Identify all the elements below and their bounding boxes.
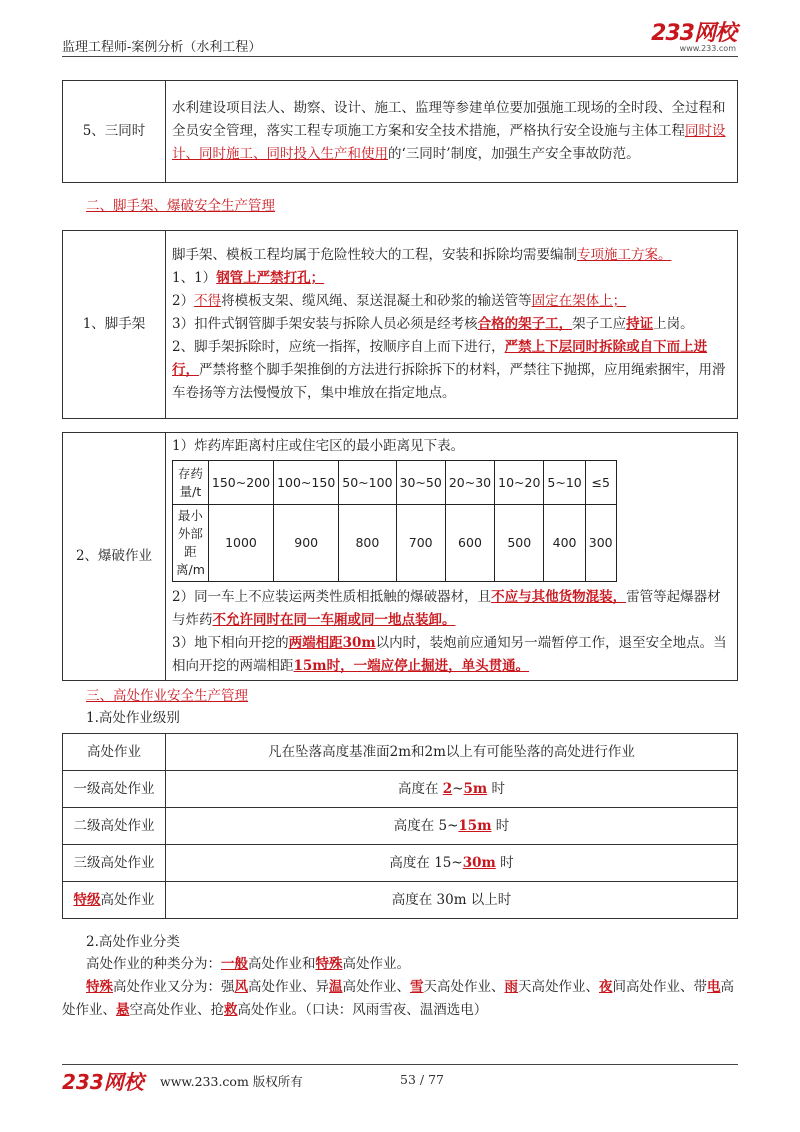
level-special-label: 特级高处作业 <box>63 882 166 919</box>
footer-logo: 233网校 <box>62 1070 144 1094</box>
scaffold-label: 1、脚手架 <box>63 231 166 419</box>
table-header-cell: ≤5 <box>585 461 616 505</box>
footer-site: www.233.com 版权所有 <box>160 1074 303 1089</box>
level-1-label: 一级高处作业 <box>63 771 166 808</box>
table-header-cell: 10~20 <box>495 461 544 505</box>
level-special-desc: 高度在 30m 以上时 <box>166 882 738 919</box>
level-3-label: 三级高处作业 <box>63 845 166 882</box>
levels-header-desc: 凡在坠落高度基准面2m和2m以上有可能坠落的高处进行作业 <box>166 734 738 771</box>
table-header-cell: 30~50 <box>396 461 445 505</box>
santongshi-table <box>62 80 738 183</box>
storage-distance-table <box>172 460 617 582</box>
level-2-label: 二级高处作业 <box>63 808 166 845</box>
table-cell: 300 <box>585 505 616 582</box>
brand-logo: 233网校 www.233.com <box>651 21 736 53</box>
header-divider <box>62 56 738 57</box>
table-cell: 700 <box>396 505 445 582</box>
table-cell: 900 <box>274 505 339 582</box>
santongshi-text: 水利建设项目法人、勘察、设计、施工、监理等参建单位要加强施工现场的全时段、全过程和全员安全管理，落实工程专项施工方案和安全技术措施，严格执行安全设施与主体工程同时设计、同时施工、同时投入生产和使用的‘三同时’制度，加强生产安全事故防范。 <box>166 81 738 183</box>
table-header-cell: 5~10 <box>544 461 585 505</box>
scaffold-text: 脚手架、模板工程均属于危险性较大的工程，安装和拆除均需要编制专项施工方案。 1、1）钢管上严禁打孔； 2）不得将模板支架、缆风绳、泵送混凝土和砂浆的输送管等固定在架体上； 3）扣件式钢管脚手架安装与拆除人员必须是经考核合格的架子工，架子工应持证上岗。 2、脚手架拆除时，应统一指挥，按顺序自上而下进行，严禁上下层同时拆除或自下而上进行，严禁将整个脚手架推倒的方法进行拆除拆下的材料，严禁往下抛掷，应用绳索捆牢，用滑车卷扬等方法慢慢放下，集中堆放在指定地点。 <box>166 231 738 419</box>
table-cell: 600 <box>445 505 494 582</box>
footer-divider <box>62 1064 738 1065</box>
section-heading-scaffold-blasting: 二、脚手架、爆破安全生产管理 <box>86 198 275 214</box>
scaffold-table <box>62 230 738 419</box>
table-header-cell: 存药量/t <box>173 461 209 505</box>
blasting-text: 1）炸药库距离村庄或住宅区的最小距离见下表。 存药量/t 150~200 100~150 50~100 30~50 20~30 10~20 5~10 ≤5 最小外部距离/m 1000 900 800 700 600 500 400 300 2）同一车上不应装运两类性质相抵触的爆破器材，且不应与其他货物混装，雷管等起爆器材与炸药不允许同时在同一车厢或同一地点装卸。 3）地下相向开挖的两端相距30m以内时，装炮前应通知另一端暂停工作，退至安全地点。当相向开挖的两端相距15m时，一端应停止掘进，单头贯通。 <box>166 433 738 681</box>
page-number: 53 / 77 <box>400 1072 444 1087</box>
santongshi-label: 5、三同时 <box>63 81 166 183</box>
table-cell: 1000 <box>208 505 273 582</box>
table-header-cell: 20~30 <box>445 461 494 505</box>
document-title: 监理工程师-案例分析（水利工程） <box>62 40 262 55</box>
blasting-table <box>62 432 738 681</box>
height-levels-table <box>62 733 738 919</box>
table-header-cell: 150~200 <box>208 461 273 505</box>
blasting-label: 2、爆破作业 <box>63 433 166 681</box>
table-header-cell: 100~150 <box>274 461 339 505</box>
classification-text: 高处作业的种类分为：一般高处作业和特殊高处作业。 特殊高处作业又分为：强风高处作业、异温高处作业、雪天高处作业、雨天高处作业、夜间高处作业、带电高处作业、悬空高处作业、抢救高处作业。（口诀：风雨雪夜、温酒选电） <box>62 956 734 1018</box>
table-header-cell: 50~100 <box>339 461 396 505</box>
level-1-desc: 高度在 2~5m 时 <box>166 771 738 808</box>
table-cell: 400 <box>544 505 585 582</box>
table-cell: 500 <box>495 505 544 582</box>
section-heading-height-work: 三、高处作业安全生产管理 <box>86 688 248 704</box>
levels-header-label: 高处作业 <box>63 734 166 771</box>
subheading-levels: 1.高处作业级别 <box>86 710 180 726</box>
table-cell: 800 <box>339 505 396 582</box>
level-2-desc: 高度在 5~15m 时 <box>166 808 738 845</box>
subheading-classification: 2.高处作业分类 <box>86 934 180 950</box>
table-row-label: 最小外部距离/m <box>173 505 209 582</box>
level-3-desc: 高度在 15~30m 时 <box>166 845 738 882</box>
